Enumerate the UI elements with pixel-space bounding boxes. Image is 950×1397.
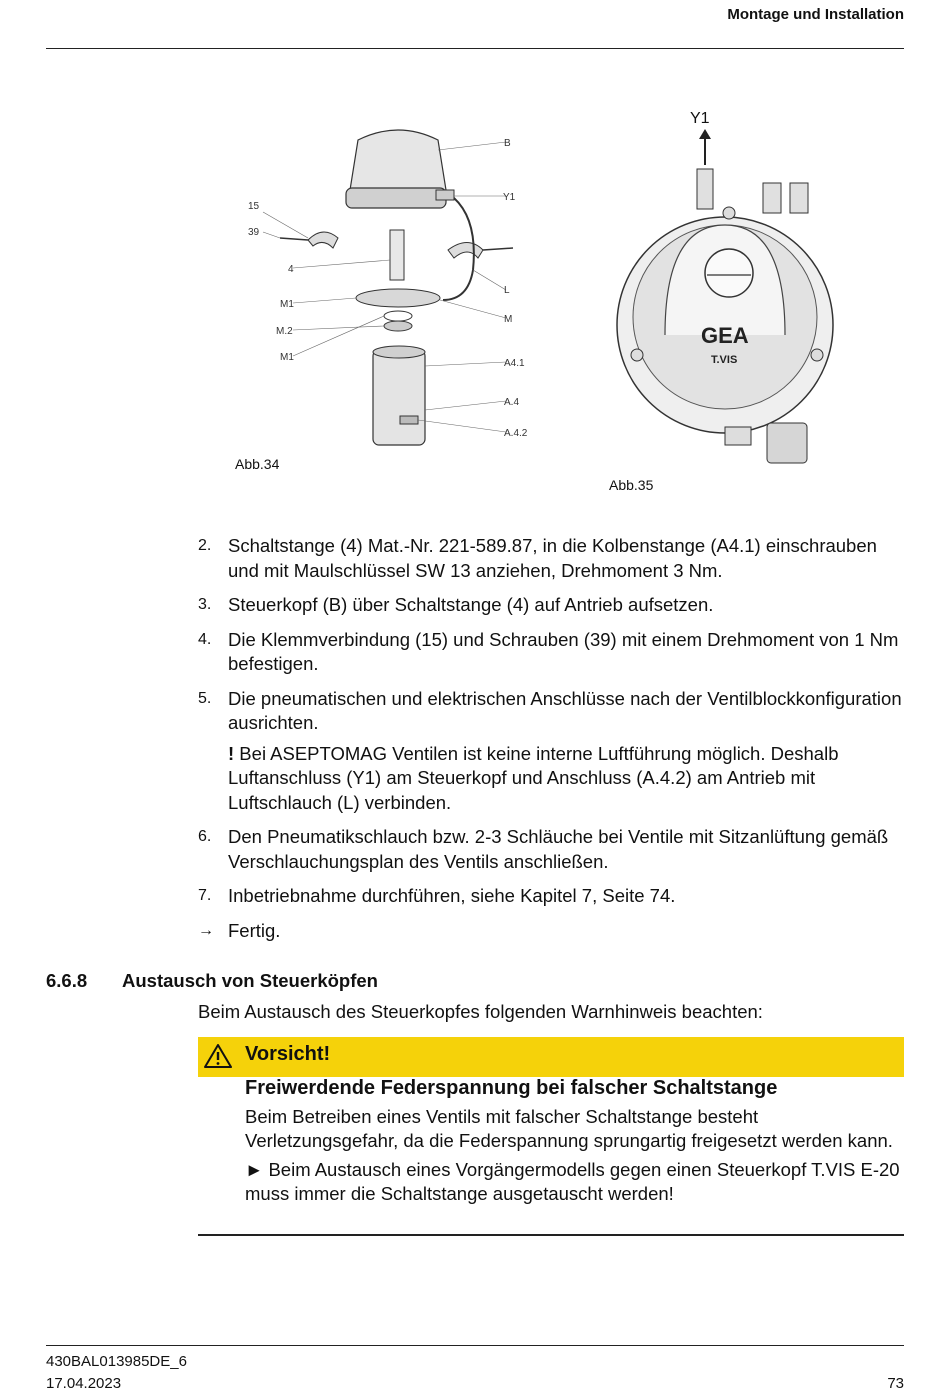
screw-right	[811, 349, 823, 361]
screw-left	[631, 349, 643, 361]
header-title: Montage und Installation	[727, 6, 904, 23]
step-number: 6.	[198, 828, 212, 845]
result-arrow: →	[198, 921, 214, 939]
step-text: Schaltstange (4) Mat.-Nr. 221-589.87, in die Kolbenstange (A4.1) einschrauben und mit Maulschlüssel SW 13 anziehen, Drehmoment 3 Nm.	[228, 535, 877, 581]
figure-35-top-view	[605, 105, 845, 475]
section-intro: Beim Austausch des Steuerkopfes folgenden Warnhinweis beachten:	[198, 1001, 763, 1022]
step-text: Inbetriebnahme durchführen, siehe Kapitel 7, Seite 74.	[228, 885, 676, 906]
label-39: 39	[248, 227, 260, 238]
disc-m	[356, 289, 440, 307]
step-text: Steuerkopf (B) über Schaltstange (4) auf Antrieb aufsetzen.	[228, 594, 714, 615]
step-text: Die Klemmverbindung (15) und Schrauben (39) mit einem Drehmoment von 1 Nm befestigen.	[228, 628, 899, 674]
connector-y1	[436, 190, 454, 200]
caution-banner	[198, 1037, 904, 1077]
step-item	[198, 687, 908, 736]
port-y1	[697, 169, 713, 209]
step-item	[198, 884, 908, 909]
step-number: 5.	[198, 689, 212, 707]
note-text: Bei ASEPTOMAG Ventilen ist keine interne Luftführung möglich. Deshalb Luftanschluss (Y1) am Steuerkopf und Anschluss (A.4.2) am Antrieb mit Luftschlauch (L) verbinden.	[228, 742, 839, 813]
label-y1: Y1	[503, 192, 516, 203]
footer-rule	[46, 1345, 904, 1346]
model-label: T.VIS	[711, 354, 738, 366]
caution-action: ► Beim Austausch eines Vorgängermodells gegen einen Steuerkopf T.VIS E-20 muss immer die Schaltstange ausgetauscht werden!	[245, 1158, 900, 1204]
port-2	[763, 183, 781, 213]
step-item	[198, 825, 908, 874]
figure-34-exploded-view	[228, 120, 548, 460]
clamp-left	[308, 232, 338, 248]
step-item	[198, 534, 908, 583]
actuator-a4	[373, 350, 425, 445]
step-number: 2.	[198, 537, 212, 554]
section-number: 6.6.8	[46, 970, 88, 991]
window-lens	[705, 249, 753, 297]
connector-a42	[400, 416, 418, 424]
caution-heading: Freiwerdende Federspannung bei falscher Schaltstange	[245, 1077, 778, 1099]
step-item	[198, 628, 908, 677]
caution-bottom-rule	[198, 1234, 904, 1236]
step-item	[198, 593, 908, 618]
control-head-base	[346, 188, 446, 208]
cable-gland	[767, 423, 807, 463]
step-number: 3.	[198, 596, 212, 613]
caution-text: Beim Betreiben eines Ventils mit falscher Schaltstange besteht Verletzungsgefahr, da die Federspannung sprungartig freigesetzt werden kann.	[245, 1105, 893, 1151]
port-3	[790, 183, 808, 213]
ring-m2	[384, 321, 412, 331]
figure-35-caption: Abb.35	[609, 477, 654, 493]
screw-39	[280, 238, 308, 240]
header-rule	[46, 48, 904, 49]
warning-triangle-icon	[204, 1043, 232, 1069]
page-number: 73	[887, 1375, 904, 1392]
footer-date: 17.04.2023	[46, 1375, 122, 1392]
step-result	[198, 919, 908, 944]
clamp-right	[448, 243, 483, 259]
screw-right	[483, 248, 513, 250]
instruction-steps	[198, 534, 908, 953]
screw-top	[723, 207, 735, 219]
ring-m1	[384, 311, 412, 321]
step-text: Den Pneumatikschlauch bzw. 2-3 Schläuche bei Ventile mit Sitzanlüftung gemäß Verschlauchungsplan des Ventils anschließen.	[228, 826, 889, 872]
step-number: 4.	[198, 630, 212, 648]
switch-rod-4	[390, 230, 404, 280]
actuator-top	[373, 346, 425, 358]
note-mark: !	[228, 742, 235, 764]
caution-label: Vorsicht!	[245, 1043, 331, 1065]
label-l: L	[504, 285, 510, 296]
figure-34-caption: Abb.34	[235, 456, 280, 472]
caution-body	[245, 1076, 905, 1211]
step-note	[228, 742, 908, 816]
figure-35-y1-label: Y1	[690, 110, 710, 127]
footer-document-number: 430BAL013985DE_6	[46, 1353, 187, 1370]
step-text: Die pneumatischen und elektrischen Anschlüsse nach der Ventilblockkonfiguration ausrichten.	[228, 687, 902, 733]
label-b: B	[504, 138, 511, 149]
label-4: 4	[288, 264, 294, 275]
label-m1-top: M1	[280, 299, 294, 310]
label-m1-bottom: M1	[280, 352, 294, 363]
step-number: 7.	[198, 887, 212, 904]
label-a4: A.4	[504, 397, 520, 408]
brand-logo: GEA	[701, 323, 749, 348]
bottom-port	[725, 427, 751, 445]
label-a41: A4.1	[504, 358, 525, 369]
y1-arrowhead	[699, 129, 711, 139]
label-15: 15	[248, 201, 260, 212]
section-title: Austausch von Steuerköpfen	[122, 970, 378, 991]
label-m2: M.2	[276, 326, 293, 337]
label-a42: A.4.2	[504, 428, 528, 439]
label-m: M	[504, 314, 513, 325]
result-text: Fertig.	[228, 919, 281, 941]
